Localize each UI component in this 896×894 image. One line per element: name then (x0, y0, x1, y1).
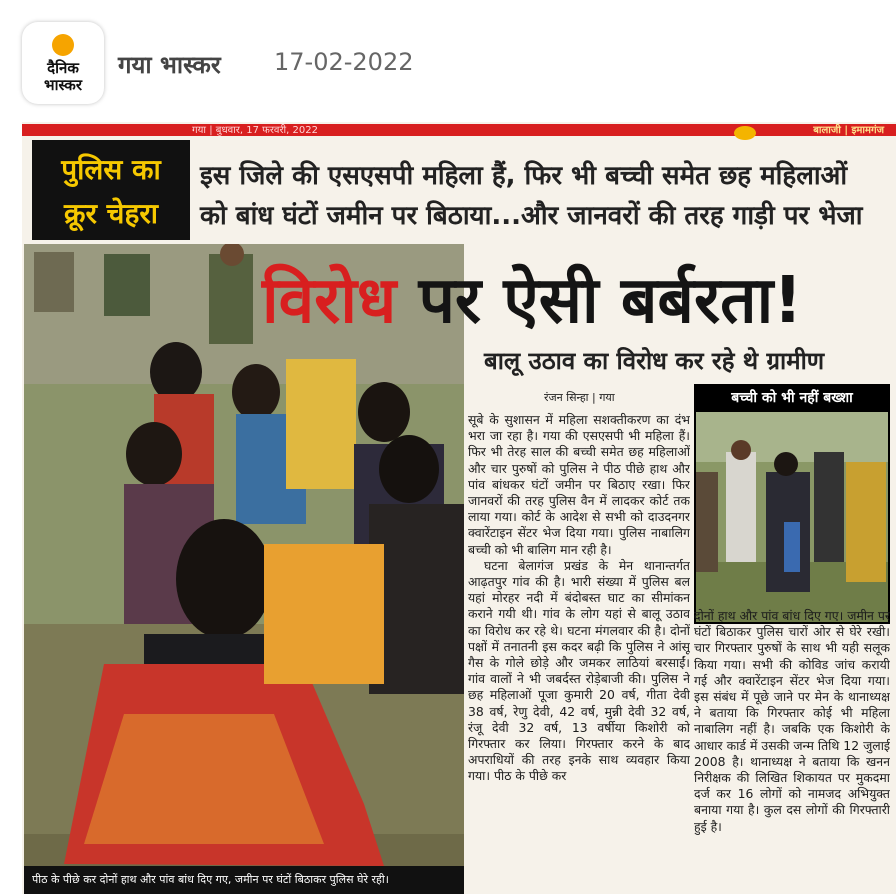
side-photo (696, 412, 888, 622)
big-headline-red: विरोध (262, 264, 397, 338)
section-tag (32, 140, 190, 240)
page-top-band (22, 124, 896, 136)
sun-logo-icon (52, 34, 74, 56)
edition-date: 17-02-2022 (274, 48, 414, 76)
headline-line2: को बांध घंटों जमीन पर बिठाया...और जानवरों की तरह गाड़ी पर भेजा (200, 201, 863, 231)
edition-name: गया भास्कर (118, 51, 221, 79)
app-header (0, 0, 896, 122)
logo-text-line1: दैनिक (47, 59, 79, 77)
article-column-1 (468, 412, 690, 892)
newspaper-clipping (22, 122, 896, 894)
sub-headline: बालू उठाव का विरोध कर रहे थे ग्रामीण (484, 347, 825, 375)
side-photo-box (694, 384, 890, 624)
byline: रंजन सिन्हा | गया (544, 391, 615, 404)
dainik-bhaskar-logo[interactable] (22, 22, 104, 104)
side-photo-illustration (696, 412, 888, 622)
side-photo-title: बच्ची को भी नहीं बख्शा (694, 384, 890, 412)
headline-line1: इस जिले की एसएसपी महिला हैं, फिर भी बच्ची समेत छह महिलाओं (200, 161, 848, 191)
article-paragraph: सूबे के सुशासन में महिला सशक्तीकरण का दंभ भरा जा रहा है। गया की एसएसपी भी महिला हैं। फिर भी तेरह साल की बच्ची समेत छह महिलाओं और चार पुरुषों को पुलिस ने पीठ पीछे हाथ और पांव बांधकर घंटों जमीन पर बिठाए रखा। फिर जानवरों की तरह पुलिस वैन में लादकर कोर्ट तक लाया गया। कोर्ट के आदेश से सभी को दाउदनगर क्वारेंटाइन सेंटर भेज दिया गया। पुलिस नाबालिग बच्ची को भी बालिग मान रही है। (468, 412, 690, 557)
article-paragraph: दोनों हाथ और पांव बांध दिए गए। जमीन पर घंटों बिठाकर पुलिस चारों ओर से घेरे रखी। चार गिरफ्तार पुरुषों के साथ भी यही सलूक किया गया। सभी की कोविड जांच करायी गई और क्वारेंटाइन सेंटर भेज दिया गया। इस संबंध में पूछे जाने पर मेन के थानाध्यक्ष ने बताया कि गिरफ्तार कोई भी महिला नाबालिग नहीं है। जबकि एक किशोरी के आधार कार्ड में उसकी जन्म तिथि 12 जुलाई 2008 है। थानाध्यक्ष ने बताया कि खनन निरीक्षक की लिखित शिकायत पर मुकदमा दर्ज कर 16 लोगों को नामजद अभियुक्त बनाया गया है। कुल दस लोगों की गिरफ्तारी हुई है। (694, 608, 890, 834)
section-tag-line1: पुलिस का (61, 153, 161, 186)
logo-text-line2: भास्कर (44, 76, 82, 94)
band-date: गया | बुधवार, 17 फरवरी, 2022 (192, 125, 318, 136)
band-right-text: बालाजी | इमामगंज (813, 125, 884, 136)
section-tag-line2: क्रूर चेहरा (63, 197, 159, 230)
main-photo (24, 244, 464, 894)
main-photo-illustration (24, 244, 464, 894)
big-headline (262, 254, 802, 341)
article-column-2 (694, 608, 890, 894)
article-paragraph: घटना बेलागंज प्रखंड के मेन थानान्तर्गत आढ़तपुर गांव की है। भारी संख्या में पुलिस बल यहां मोरहर नदी में बंदोबस्त घाट का सीमांकन कराने गयी थी। गांव के लोग यहां से बालू उठाव का विरोध कर रहे थे। घटना मंगलवार की है। दोनों पक्षों में तनातनी इस कदर बढ़ी कि पुलिस ने आंसू गैस के गोले छोड़े और जमकर लाठियां बरसाईं। गांव वालों ने भी जबर्दस्त रोड़ेबाजी की। पुलिस ने छह महिलाओं पूजा कुमारी 20 वर्ष, गीता देवी 38 वर्ष, रेणु देवी, 42 वर्ष, मुन्नी देवी 32 वर्ष, रंजू देवी 32 वर्ष, 13 वर्षीया किशोरी को गिरफ्तार कर लिया। गिरफ्तार करने के बाद अपराधियों की तरह इनके साथ व्यवहार किया गया। पीठ के पीछे कर (468, 557, 690, 784)
sun-mark-icon (734, 126, 756, 140)
photo-caption: पीठ के पीछे कर दोनों हाथ और पांव बांध दिए गए, जमीन पर घंटों बिठाकर पुलिस घेरे रही। (24, 866, 464, 894)
big-headline-black: पर ऐसी बर्बरता! (396, 264, 803, 338)
